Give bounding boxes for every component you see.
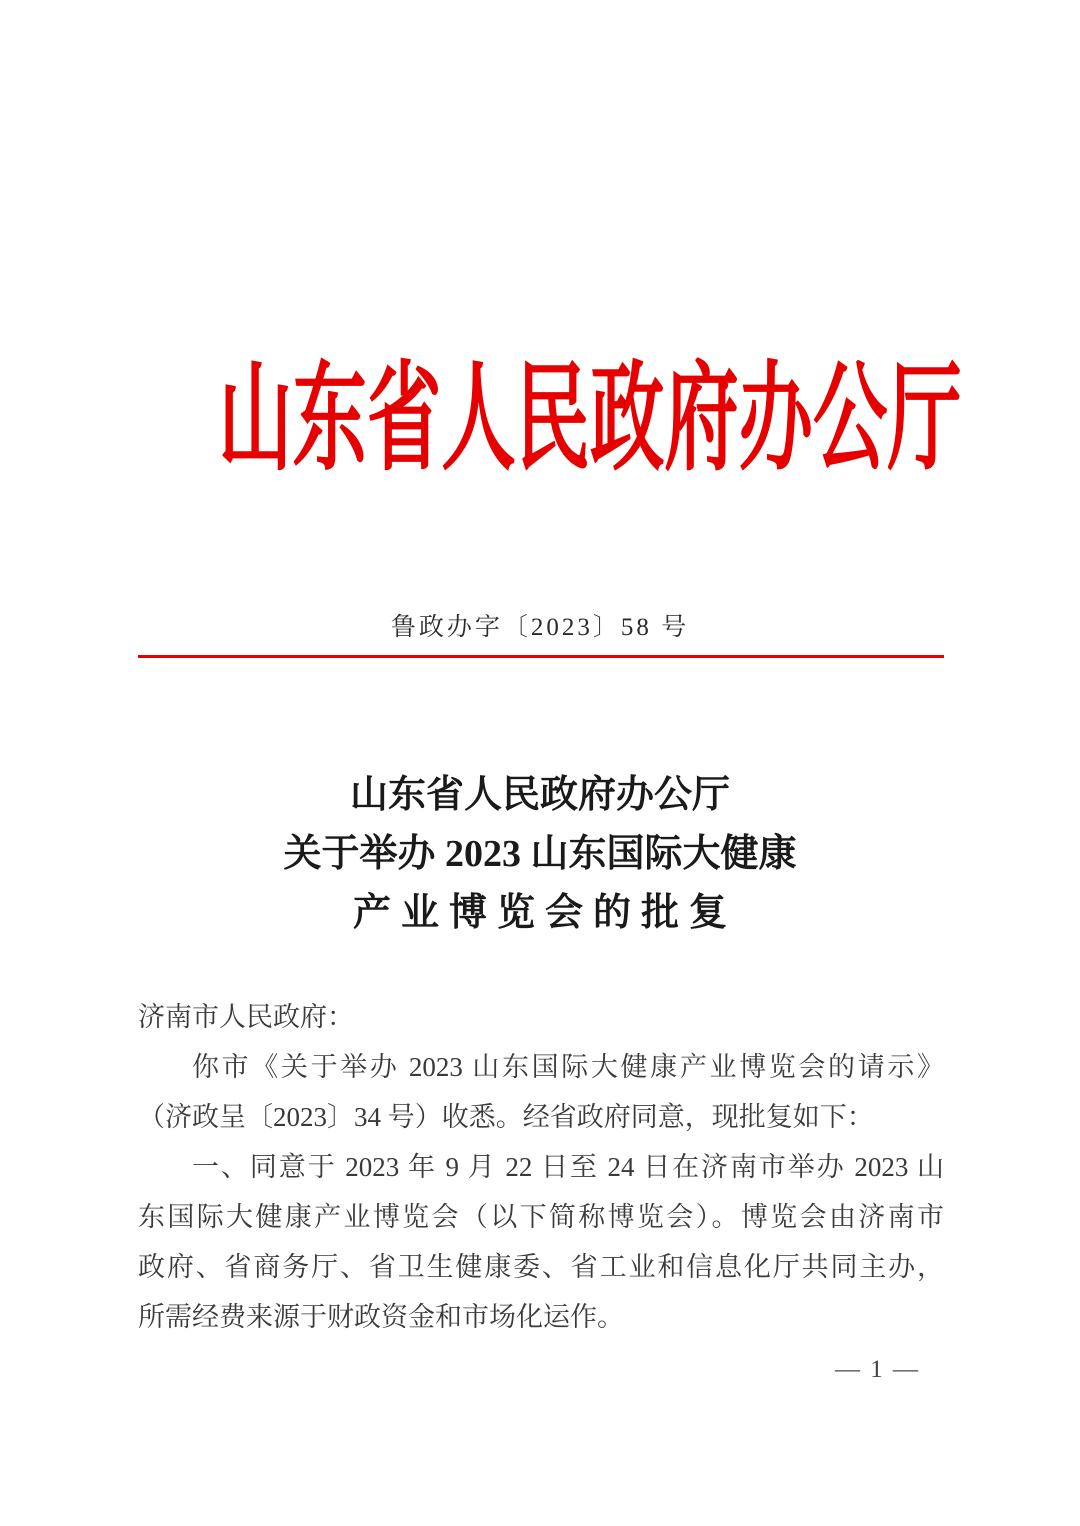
salutation-line: 济南市人民政府：	[138, 1002, 354, 1032]
red-divider-rule	[138, 655, 944, 658]
letterhead-title-text: 山东省人民政府办公厅	[218, 354, 962, 485]
document-title-line-1: 山东省人民政府办公厅	[349, 774, 730, 816]
body-line-4: 东国际大健康产业博览会（以下简称博览会）。博览会由济南市	[138, 1202, 944, 1232]
body-line-1: 你市《关于举办 2023 山东国际大健康产业博览会的请示》	[192, 1052, 944, 1082]
letterhead-title	[0, 345, 1080, 495]
body-line-5: 政府、省商务厅、省卫生健康委、省工业和信息化厅共同主办，	[138, 1252, 944, 1282]
document-title-line-3: 产业博览会的批复	[352, 892, 737, 934]
body-line-2: （济政呈〔2023〕34 号）收悉。经省政府同意，现批复如下：	[138, 1102, 874, 1132]
document-reference-number: 鲁政办字〔2023〕58 号	[390, 614, 690, 641]
body-line-6: 所需经费来源于财政资金和市场化运作。	[138, 1302, 624, 1332]
document-title-line-2: 关于举办 2023 山东国际大健康	[283, 833, 797, 875]
body-line-3: 一、同意于 2023 年 9 月 22 日至 24 日在济南市举办 2023 山	[192, 1152, 944, 1182]
document-title	[0, 766, 1080, 943]
page-number: — 1 —	[835, 1356, 920, 1383]
document-body	[138, 992, 944, 1342]
